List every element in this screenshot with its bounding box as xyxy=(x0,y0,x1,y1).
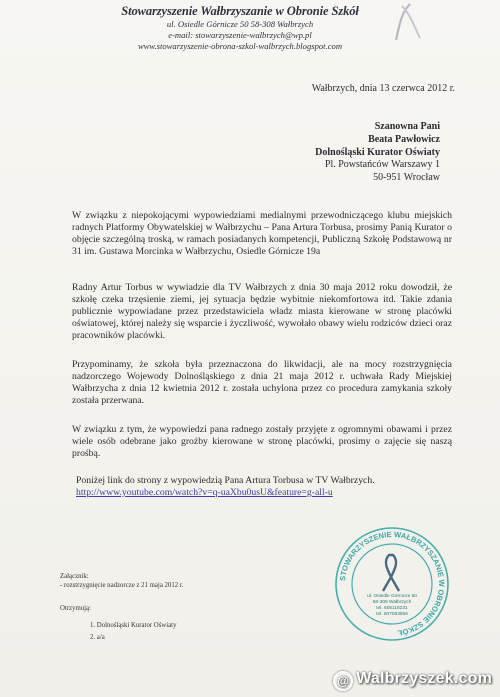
attachment-item: - rozstrzygnięcie nadzorcze z 21 maja 2012 r. xyxy=(60,582,184,589)
paragraph: Przypominamy, że szkoła była przeznaczona do likwidacji, ale na mocy rozstrzygnięcia nadzorczego Wojewody Dolnośląskiego z dnia 21 maja 2012 r. uchwała Rady Miejskiej Wałbrzycha z dnia 12 kwietnia 2012 r. została uchylona przez co procedura zamykania szkoły została przerwana. xyxy=(72,359,452,407)
paragraph: W związku z niepokojącymi wypowiedziami medialnymi przewodniczącego klubu miejskich radnych Platformy Obywatelskiej w Wałbrzychu – Pana Artura Torbusa, prosimy Panią Kurator o objęcie szczególną troską, w ramach posiadanych kompetencji, Publiczną Szkołę Podstawową nr 31 im. Gustawa Morcinka w Wałbrzychu, Osiedle Górnicze 19a xyxy=(72,210,452,258)
recipients-list xyxy=(90,621,176,642)
watermark-text: Walbrzyszek.com xyxy=(356,670,492,687)
link-intro: Poniżej link do strony z wypowiedzią Pana Artura Torbusa w TV Wałbrzych. xyxy=(76,475,375,486)
addressee-street: Pl. Powstańców Warszawy 1 xyxy=(324,159,440,171)
stamp-line: tel. 607053556 xyxy=(376,612,408,617)
org-email: e-mail: stowarzyszenie-walbrzych@wp.pl xyxy=(168,30,312,40)
at-sign-icon: @ xyxy=(333,671,353,691)
attachments-label: Załącznik: xyxy=(60,573,89,580)
org-address: ul. Osiedle Górnicze 50 58-308 Wałbrzych xyxy=(166,19,314,29)
recipient-item: 2. a/a xyxy=(90,634,105,641)
salutation: Szanowna Pani xyxy=(374,121,440,132)
stamp-line: ul. Osiedle Górnicze 50 xyxy=(367,594,417,599)
addressee-title: Dolnośląski Kurator Oświaty xyxy=(315,146,440,158)
stamp-line: tel. 605118231 xyxy=(376,606,408,611)
organization-stamp xyxy=(333,525,451,643)
org-name: Stowarzyszenie Wałbrzyszanie w Obronie Szkół xyxy=(121,4,359,18)
letterhead xyxy=(90,4,390,52)
paragraph: Radny Artur Torbus w wywiadzie dla TV Wałbrzych z dnia 30 maja 2012 roku dowodził, że szkołę czeka trzęsienie ziemi, jej sytuacja będzie wybitnie niekomfortowa itd. Takie zdania publicznie wypowiadane przez przedstawiciela władz miasta kierowane w stronę placówki oświatowej, której należy się wsparcie i życzliwość, wywołało obawy wielu rodziców dzieci oraz pracowników placówki. xyxy=(72,282,452,342)
org-website: www.stowarzyszenie-obrona-szkol-walbrzych.blogspot.com xyxy=(137,41,343,51)
stamp-ring-text: STOWARZYSZENIE WAŁBRZYSZANIE W OBRONIE SZKÓŁ xyxy=(338,529,447,638)
recipients-label: Otrzymują: xyxy=(60,605,91,612)
addressee-name: Beata Pawłowicz xyxy=(368,133,440,145)
svg-text:STOWARZYSZENIE WAŁBRZYSZANIE W xyxy=(338,530,446,638)
paragraph: W związku z tym, że wypowiedzi pana radnego zostały przyjęte z ogromnymi obawami i przez wiele osób odebrane jako groźby kierowane w stronę placówki, prosimy o zajęcie się naszą prośbą. xyxy=(72,424,452,460)
link-block xyxy=(76,475,436,499)
addressee-city: 50-951 Wrocław xyxy=(373,172,440,184)
stamp-ribbon-icon xyxy=(383,555,399,591)
youtube-link[interactable]: http://www.youtube.com/watch?v=q-uaXbu0usU&feature=g-all-u xyxy=(76,487,333,499)
addressee-block xyxy=(315,121,440,185)
recipient-item: 1. Dolnośląski Kurator Oświaty xyxy=(90,622,177,629)
watermark xyxy=(333,670,492,691)
awareness-ribbon-icon xyxy=(388,2,426,42)
date-line: Wałbrzych, dnia 13 czerwca 2012 r. xyxy=(311,83,455,94)
stamp-line: 58-308 Wałbrzych xyxy=(372,600,412,605)
attachments xyxy=(60,572,183,590)
